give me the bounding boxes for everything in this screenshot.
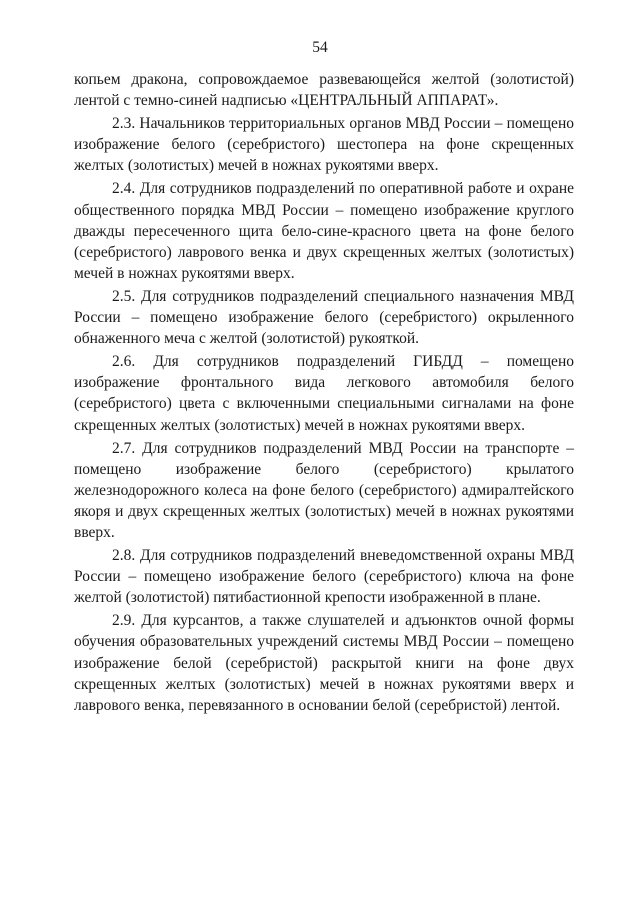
- paragraph-2-7: 2.7. Для сотрудников подразделений МВД России на транспорте – помещено изображение белого (серебристого) крылатого железнодорожного колеса на фоне белого (серебристого) адмиралтейского якоря и двух скрещенных желтых (золотистых) мечей в ножнах рукоятями вверх.: [74, 439, 574, 541]
- paragraph-2-8: 2.8. Для сотрудников подразделений вневедомственной охраны МВД России – помещено изображение белого (серебристого) ключа на фоне желтой (золотистой) пятибастионной крепости изображенной в плане.: [74, 547, 574, 607]
- paragraph-2-5: 2.5. Для сотрудников подразделений специального назначения МВД России – помещено изображение белого (серебристого) окрыленного обнаженного меча с желтой (золотистой) рукояткой.: [74, 287, 574, 348]
- paragraph-2-6: 2.6. Для сотрудников подразделений ГИБДД – помещено изображение фронтального вида легкового автомобиля белого (серебристого) цвета с включенными специальными сигналами на фоне скрещенных желтых (золотистых) мечей в ножнах рукоятями вверх.: [74, 353, 574, 434]
- paragraph-continuation: копьем дракона, сопровождаемое развевающейся желтой (золотистой) лентой с темно-синей надписью «ЦЕНТРАЛЬНЫЙ АППАРАТ».: [74, 71, 574, 110]
- paragraph-2-9: 2.9. Для курсантов, а также слушателей и адъюнктов очной формы обучения образовательных учреждений системы МВД России – помещено изображение белой (серебристой) раскрытой книги на фоне двух скрещенных желтых (золотистых) мечей в ножнах рукоятями вверх и лаврового венка, перевязанного в основании белой (серебристой) лентой.: [74, 612, 574, 714]
- page-number: 54: [312, 39, 328, 56]
- document-body: [74, 69, 574, 718]
- paragraph-2-4: 2.4. Для сотрудников подразделений по оперативной работе и охране общественного порядка МВД России – помещено изображение круглого дважды пересеченного щита бело-сине-красного цвета на фоне белого (серебристого) лаврового венка и двух скрещенных желтых (золотистых) мечей в ножнах рукоятями вверх.: [74, 180, 574, 282]
- paragraph-2-3: 2.3. Начальников территориальных органов МВД России – помещено изображение белого (серебристого) шестопера на фоне скрещенных желтых (золотистых) мечей в ножнах рукоятями вверх.: [74, 115, 574, 175]
